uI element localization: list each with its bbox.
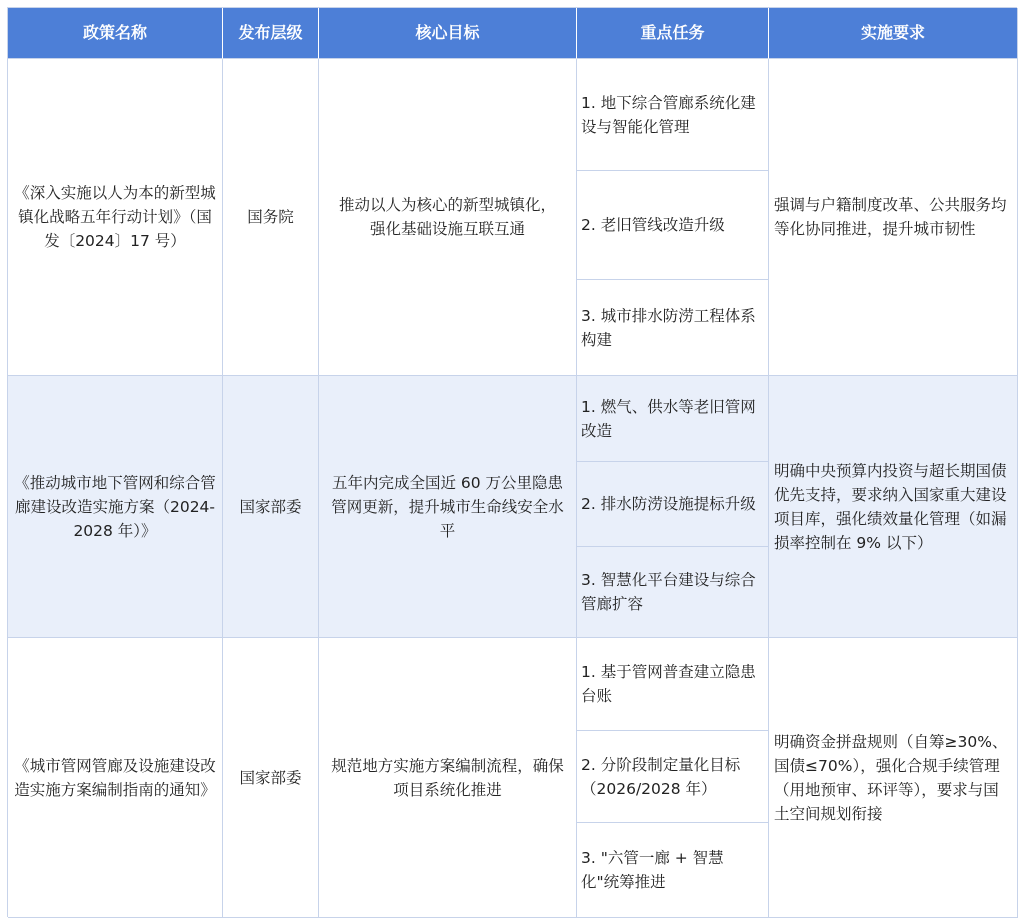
table-row-1-task-3: 3. 城市排水防涝工程体系构建 <box>577 280 769 376</box>
policy-table <box>7 7 1017 917</box>
table-row-1-policy-name: 《深入实施以人为本的新型城镇化战略五年行动计划》（国发〔2024〕17 号） <box>8 59 223 376</box>
table-row-3-level: 国家部委 <box>223 638 319 918</box>
table-row-3-task-2: 2. 分阶段制定量化目标（2026/2028 年） <box>577 731 769 823</box>
table-row-2-task-1: 1. 燃气、供水等老旧管网改造 <box>577 376 769 462</box>
header-key-tasks: 重点任务 <box>577 8 769 59</box>
table-row-1-task-2: 2. 老旧管线改造升级 <box>577 171 769 280</box>
header-requirements: 实施要求 <box>769 8 1018 59</box>
table-row-2-goal: 五年内完成全国近 60 万公里隐患管网更新，提升城市生命线安全水平 <box>319 376 577 638</box>
table-row-1-goal: 推动以人为核心的新型城镇化，强化基础设施互联互通 <box>319 59 577 376</box>
table-row-3-requirement: 明确资金拼盘规则（自筹≥30%、国债≤70%），强化合规手续管理（用地预审、环评等），要求与国土空间规划衔接 <box>769 638 1018 918</box>
table-row-2-task-3: 3. 智慧化平台建设与综合管廊扩容 <box>577 547 769 638</box>
header-policy-name: 政策名称 <box>8 8 223 59</box>
table-row-1-task-1: 1. 地下综合管廊系统化建设与智能化管理 <box>577 59 769 171</box>
table-row-3-task-3: 3. "六管一廊 + 智慧化"统筹推进 <box>577 823 769 918</box>
table-row-2-level: 国家部委 <box>223 376 319 638</box>
header-core-goal: 核心目标 <box>319 8 577 59</box>
table-row-3-goal: 规范地方实施方案编制流程，确保项目系统化推进 <box>319 638 577 918</box>
table-row-2-task-2: 2. 排水防涝设施提标升级 <box>577 462 769 547</box>
table-row-2-policy-name: 《推动城市地下管网和综合管廊建设改造实施方案（2024-2028 年）》 <box>8 376 223 638</box>
table-row-2-requirement: 明确中央预算内投资与超长期国债优先支持，要求纳入国家重大建设项目库，强化绩效量化管理（如漏损率控制在 9% 以下） <box>769 376 1018 638</box>
table-row-1-requirement: 强调与户籍制度改革、公共服务均等化协同推进，提升城市韧性 <box>769 59 1018 376</box>
table-row-3-policy-name: 《城市管网管廊及设施建设改造实施方案编制指南的通知》 <box>8 638 223 918</box>
table-row-3-task-1: 1. 基于管网普查建立隐患台账 <box>577 638 769 731</box>
header-issuing-level: 发布层级 <box>223 8 319 59</box>
table-row-1-level: 国务院 <box>223 59 319 376</box>
